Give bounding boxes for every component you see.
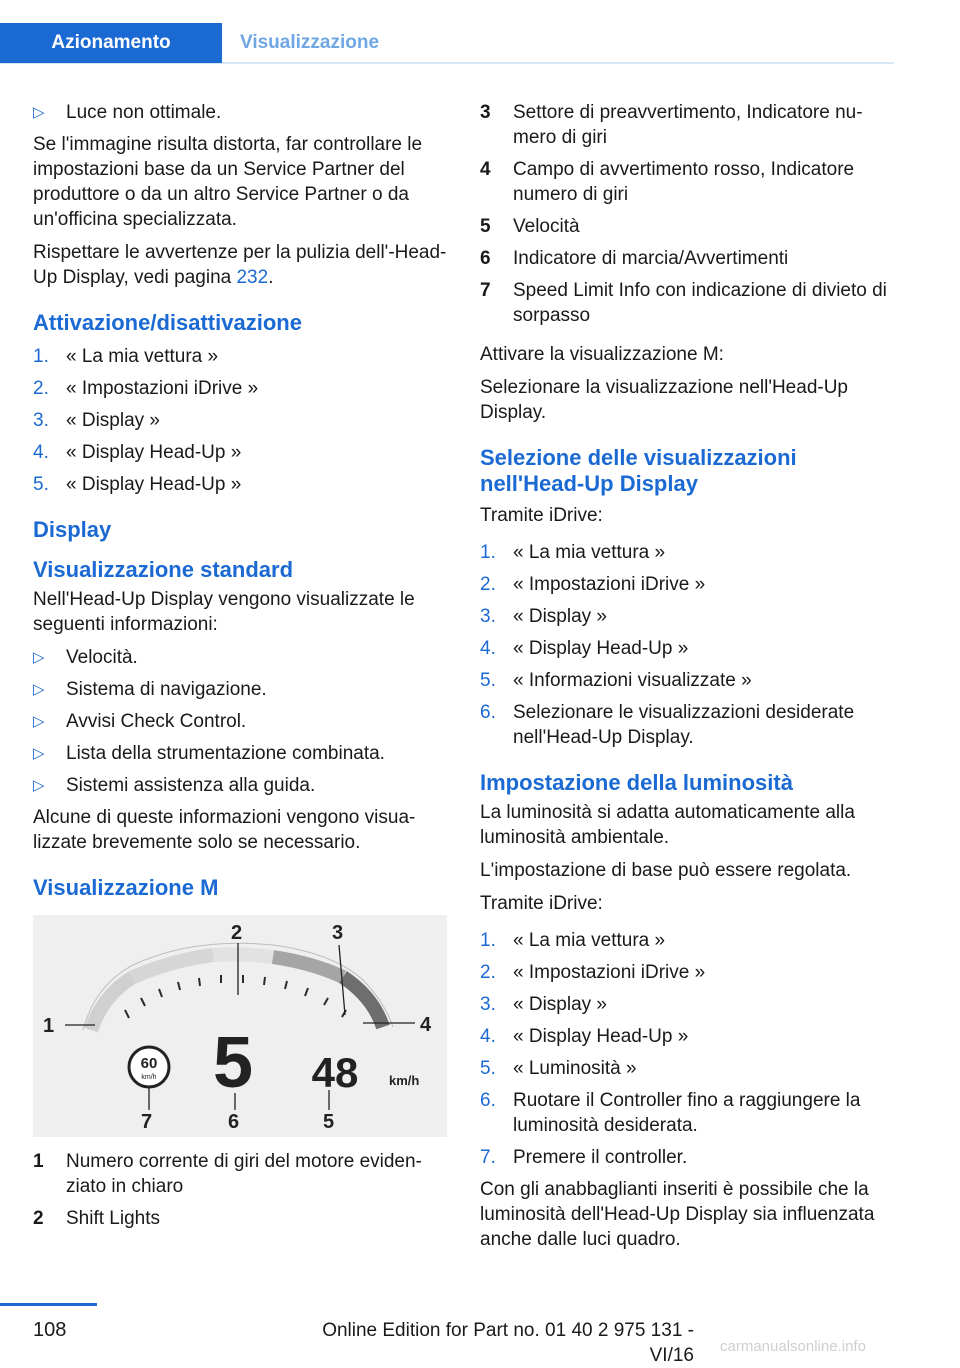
page-number: 108 <box>33 1319 67 1341</box>
heading-standard: Visualizzazione standard <box>33 557 294 582</box>
list-item: 2. « Impostazioni iDrive » <box>33 378 259 399</box>
list-item: 5. « Display Head-Up » <box>33 474 242 495</box>
triangle-bullet-icon: ▷ <box>33 649 45 666</box>
paragraph: L'impostazione di base può essere regolata. <box>480 860 852 881</box>
speed-unit: km/h <box>389 1073 420 1088</box>
list-item: 1. « La mia vettura » <box>480 542 666 563</box>
legend-item: 6 Indicatore di marcia/Avvertimenti <box>480 248 789 269</box>
tick-marks <box>125 975 346 1018</box>
legend-item: 2 Shift Lights <box>33 1208 160 1229</box>
tab-azionamento[interactable]: Azionamento <box>0 23 222 63</box>
triangle-bullet-icon: ▷ <box>33 681 45 698</box>
edition-text: Online Edition for Part no. 01 40 2 975 131 - VI/16 <box>322 1320 694 1366</box>
limit-value: 60 <box>140 1055 158 1072</box>
list-item: 6. Ruotare il Controller fino a raggiungere la luminosità desiderata. <box>480 1090 861 1136</box>
heading-attivazione: Attivazione/disattivazione <box>33 310 302 335</box>
heading-display: Display <box>33 517 112 542</box>
speed-value: 48 <box>311 1049 359 1096</box>
list-item: 2. « Impostazioni iDrive » <box>480 962 706 983</box>
heading-selezione: Selezione delle visualizzazioni nell'Head-Up Display <box>480 445 797 496</box>
callout-6: 6 <box>228 1111 240 1133</box>
list-item: 3. « Display » <box>480 606 607 627</box>
bullet-item: ▷ Lista della strumentazione combinata. <box>33 743 385 764</box>
bullet-item: ▷ Sistema di navigazione. <box>33 679 267 700</box>
legend-item: 7 Speed Limit Info con indicazione di divieto di sorpasso <box>480 280 887 326</box>
callout-2: 2 <box>231 922 243 944</box>
speed-limit-sign-icon <box>129 1047 169 1087</box>
paragraph: Tramite iDrive: <box>480 505 603 526</box>
list-item: 7. Premere il controller. <box>480 1147 688 1168</box>
list-item: 3. « Display » <box>480 994 607 1015</box>
list-item: 1. « La mia vettura » <box>33 346 219 367</box>
paragraph: Nell'Head-Up Display vengono visualizzate le seguenti informazioni: <box>33 589 415 635</box>
watermark: carmanualsonline.info <box>720 1338 866 1355</box>
list-item: 1. « La mia vettura » <box>480 930 666 951</box>
callout-5: 5 <box>323 1111 335 1133</box>
gear-indicator: 5 <box>212 1023 254 1103</box>
triangle-bullet-icon: ▷ <box>33 745 45 762</box>
triangle-bullet-icon: ▷ <box>33 777 45 794</box>
footer-rule <box>0 1303 97 1306</box>
heading-visualizzazione-m: Visualizzazione M <box>33 875 219 900</box>
callout-4: 4 <box>420 1014 432 1036</box>
right-column <box>480 100 894 1260</box>
bullet-item: ▷ Avvisi Check Control. <box>33 711 247 732</box>
paragraph: Tramite iDrive: <box>480 893 603 914</box>
tab-visualizzazione[interactable]: Visualizzazione <box>240 32 380 53</box>
page-link[interactable]: 232 <box>236 267 269 288</box>
bullet-item: ▷ Velocità. <box>33 647 138 668</box>
legend-item: 1 Numero corrente di giri del motore eviden-ziato in chiaro <box>33 1151 422 1197</box>
list-item: 2. « Impostazioni iDrive » <box>480 574 706 595</box>
hud-m-figure <box>33 915 447 1137</box>
callout-1: 1 <box>43 1015 55 1037</box>
paragraph: La luminosità si adatta automaticamente alla luminosità ambientale. <box>480 802 855 848</box>
callout-7: 7 <box>141 1111 153 1133</box>
list-item: 3. « Display » <box>33 410 160 431</box>
left-column <box>33 100 447 1238</box>
callout-3: 3 <box>332 922 344 944</box>
limit-unit: km/h <box>141 1074 157 1081</box>
triangle-bullet-icon: ▷ <box>33 104 45 121</box>
legend-item: 3 Settore di preavvertimento, Indicatore nu-mero di giri <box>480 102 863 148</box>
paragraph: Selezionare la visualizzazione nell'Head-Up Display. <box>480 377 848 423</box>
hud-illustration <box>33 915 447 1137</box>
paragraph: Se l'immagine risulta distorta, far controllare le impostazioni base da un Service Partner del produttore o da un altro Service Partner o da un'officina specializzata. <box>33 134 423 230</box>
bullet-item: ▷ Luce non ottimale. <box>33 102 222 123</box>
list-item: 5. « Informazioni visualizzate » <box>480 670 752 691</box>
paragraph: Rispettare le avvertenze per la pulizia dell'-Head-Up Display, vedi pagina 232. <box>33 242 447 288</box>
triangle-bullet-icon: ▷ <box>33 713 45 730</box>
legend-item: 4 Campo di avvertimento rosso, Indicatore numero di giri <box>480 159 855 205</box>
header-tabbar <box>0 0 894 64</box>
list-item: 6. Selezionare le visualizzazioni desiderate nell'Head-Up Display. <box>480 702 855 748</box>
list-item: 5. « Luminosità » <box>480 1058 637 1079</box>
legend-item: 5 Velocità <box>480 216 580 237</box>
bullet-item: ▷ Sistemi assistenza alla guida. <box>33 775 316 796</box>
paragraph: Alcune di queste informazioni vengono visua-lizzate brevemente solo se necessario. <box>33 807 416 853</box>
paragraph: Con gli anabbaglianti inseriti è possibile che la luminosità dell'Head-Up Display sia influenzata anche dalle luci quadro. <box>480 1179 875 1250</box>
paragraph: Attivare la visualizzazione M: <box>480 344 724 365</box>
heading-luminosita: Impostazione della luminosità <box>480 770 793 795</box>
rev-arc <box>91 954 383 1030</box>
list-item: 4. « Display Head-Up » <box>480 638 689 659</box>
list-item: 4. « Display Head-Up » <box>480 1026 689 1047</box>
list-item: 4. « Display Head-Up » <box>33 442 242 463</box>
